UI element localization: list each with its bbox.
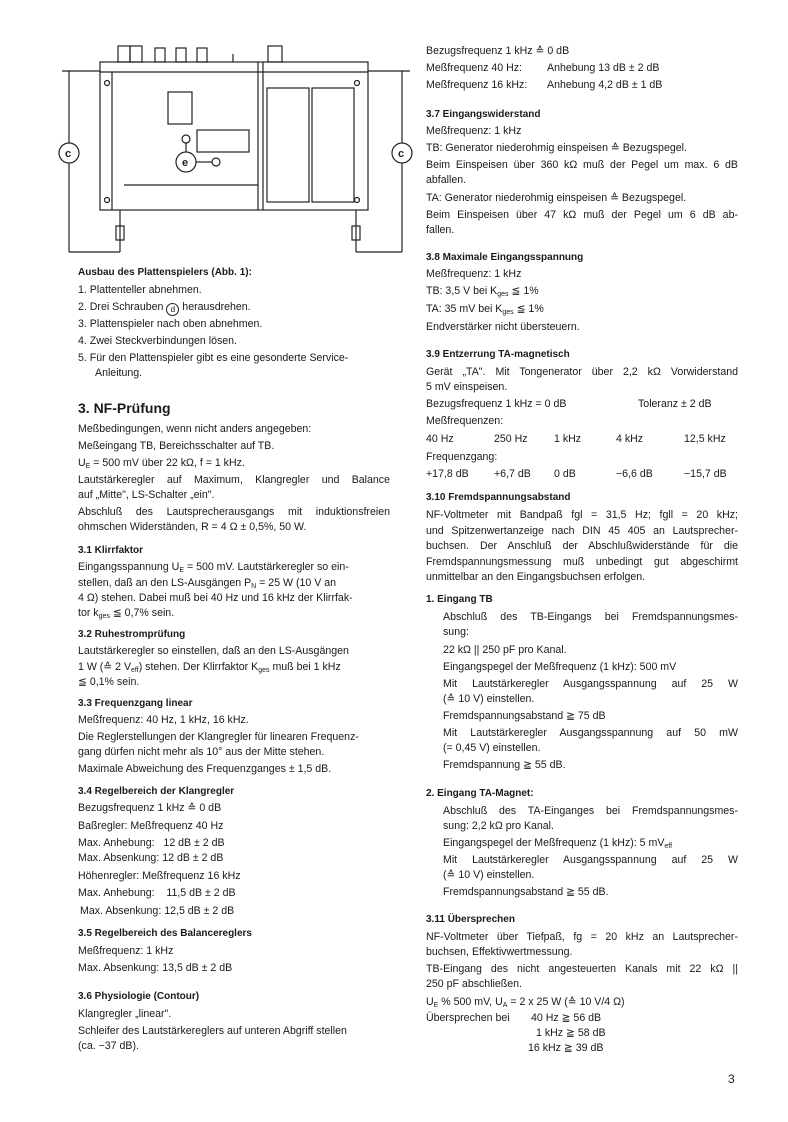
tb-title: 1. Eingang TB: [426, 594, 493, 605]
s33-line-1: Meßfrequenz: 40 Hz, 1 kHz, 16 kHz.: [78, 714, 249, 726]
s310-line-3: buchsen. Der Anschluß der Abschlußwiderstände für die: [426, 540, 738, 552]
s31-b: = 500 mV. Lautstärkeregler so ein-: [186, 561, 349, 573]
e-label: e: [182, 157, 189, 169]
xtalk-40: 40 Hz ≧ 56 dB: [531, 1012, 602, 1024]
xtalk-1k: 1 kHz ≧ 58 dB: [536, 1027, 606, 1039]
s35-line-2: Max. Absenkung: 13,5 dB ± 2 dB: [78, 962, 233, 974]
ta-line-2: sung: 2,2 kΩ pro Kanal.: [443, 820, 554, 832]
top-line-1: Bezugsfrequenz 1 kHz ≙ 0 dB: [426, 45, 570, 57]
s310-title: 3.10 Fremdspannungsabstand: [426, 492, 571, 503]
s39-line-2: 5 mV einspeisen.: [426, 381, 508, 393]
s33-line-3: gang dürfen nicht mehr als 10° aus der Mitte stehen.: [78, 746, 325, 758]
section-title: 3. NF-Prüfung: [78, 400, 171, 416]
s39-line-4: Meßfrequenzen:: [426, 415, 504, 427]
s310-line-4: Fremdspannungsmessung muß unbedingt gut abgeschirmt: [426, 556, 738, 568]
s311-a: % 500 mV, U: [441, 996, 503, 1008]
s32-line-3: ≦ 0,1% sein.: [78, 676, 140, 688]
s310-line-1: NF-Voltmeter mit Bandpaß fgl = 31,5 Hz; fgll = 20 kHz;: [426, 509, 738, 521]
ta-line-5: (≙ 10 V) einstellen.: [443, 869, 535, 881]
sub-e3: E: [433, 1002, 439, 1009]
s34-title: 3.4 Regelbereich der Klangregler: [78, 786, 235, 797]
intro-2: $U_E = 500$ mV über 22 kΩ, f = 1 kHz.: [78, 457, 245, 470]
s38-b: ≦ 1%: [511, 285, 539, 297]
c-right-label: c: [398, 148, 405, 160]
s32-a: 1 W (≙ 2 V: [78, 661, 132, 673]
s39-title: 3.9 Entzerrung TA-magnetisch: [426, 349, 570, 360]
s31-line-4: [78, 606, 174, 624]
step-3: 3. Plattenspieler nach oben abnehmen.: [78, 318, 263, 330]
s311-line-6: Übersprechen bei: [426, 1012, 510, 1024]
s38-c: TA: 35 mV bei K: [426, 303, 503, 315]
step-1: 1. Plattenteller abnehmen.: [78, 284, 202, 296]
s38-line-4: Endverstärker nicht übersteuern.: [426, 321, 580, 333]
s34-line-6: [78, 886, 236, 900]
gain-2: 0 dB: [554, 468, 576, 480]
gain-3: −6,6 dB: [616, 468, 653, 480]
s37-line-5: TA: Generator niederohmig einspeisen ≙ Bezugspegel.: [426, 192, 687, 204]
ta-line-4: Mit Lautstärkeregler Ausgangsspannung auf 25 W: [443, 854, 738, 866]
tb-line-6: (≙ 10 V) einstellen.: [443, 693, 535, 705]
ta-line-6: Fremdspannungsabstand ≧ 55 dB.: [443, 886, 609, 898]
s34-line-1: Bezugsfrequenz 1 kHz ≙ 0 dB: [78, 802, 222, 814]
s38-line-1: Meßfrequenz: 1 kHz: [426, 268, 522, 280]
intro-0: Meßbedingungen, wenn nicht anders angegeben:: [78, 423, 312, 435]
s36-title: 3.6 Physiologie (Contour): [78, 991, 200, 1002]
s311-line-2: buchsen, Effektivwertmessung.: [426, 946, 573, 958]
s31-e: tor k: [78, 607, 99, 619]
s36-line-2: Schleifer des Lautstärkereglers auf unteren Abgriff stellen: [78, 1025, 347, 1037]
gain-1: +6,7 dB: [494, 468, 531, 480]
s34-a: Max. Anhebung:: [78, 837, 155, 849]
s31-f: ≦ 0,7% sein.: [112, 607, 175, 619]
sub-n: N: [251, 583, 257, 590]
top-line-2b: Anhebung 13 dB ± 2 dB: [547, 62, 660, 74]
s34-line-5: Höhenregler: Meßfrequenz 16 kHz: [78, 870, 241, 882]
s37-line-6: Beim Einspeisen über 47 kΩ muß der Pegel um 6 dB ab-: [426, 209, 738, 221]
top-line-2: Meßfrequenz 40 Hz:: [426, 62, 522, 74]
freq-0: 40 Hz: [426, 433, 454, 445]
s31-title: 3.1 Klirrfaktor: [78, 545, 144, 556]
tb-line-9: (= 0,45 V) einstellen.: [443, 742, 541, 754]
tb-line-10: Fremdspannung ≧ 55 dB.: [443, 759, 566, 771]
intro-1: Meßeingang TB, Bereichsschalter auf TB.: [78, 440, 275, 452]
s34-b: 12 dB ± 2 dB: [163, 837, 225, 849]
tb-line-7: Fremdspannungsabstand ≧ 75 dB: [443, 710, 606, 722]
tb-line-4: Eingangspegel der Meßfrequenz (1 kHz): 500 mV: [443, 661, 677, 673]
s31-line-3: 4 Ω) stehen. Dabei muß bei 40 Hz und 16 kHz der Klirrfak-: [78, 592, 353, 604]
intro-6: ohmschen Widerständen, R = 4 Ω ± 0,5%, 50 W.: [78, 521, 307, 533]
ta-line-3: [443, 836, 672, 854]
s36-line-1: Klangregler „linear".: [78, 1008, 172, 1020]
freq-2: 1 kHz: [554, 433, 582, 445]
step-2-b: herausdrehen.: [182, 301, 251, 313]
s34-line-4: Max. Absenkung: 12 dB ± 2 dB: [78, 852, 224, 864]
d-circle-icon: d: [166, 303, 179, 316]
step-2: [78, 300, 251, 316]
ta-line-1: Abschluß des TA-Einganges bei Fremdspannungsmes-: [443, 805, 738, 817]
s34-line-3: [78, 836, 225, 850]
s37-line-1: Meßfrequenz: 1 kHz: [426, 125, 522, 137]
s32-c: muß bei 1 kHz: [272, 661, 341, 673]
s39-line-3: Bezugsfrequenz 1 kHz = 0 dB: [426, 398, 567, 410]
intro-5: Abschluß des Lautsprecherausgangs mit induktionsfreien: [78, 506, 390, 518]
s31-d: = 25 W (10 V an: [259, 577, 337, 589]
ta-title: 2. Eingang TA-Magnet:: [426, 788, 534, 799]
s38-a: TB: 3,5 V bei K: [426, 285, 498, 297]
s38-title: 3.8 Maximale Eingangsspannung: [426, 252, 584, 263]
freq-4: 12,5 kHz: [684, 433, 726, 445]
page-number: 3: [728, 1072, 735, 1086]
intro-2-text: 500 mV über 22 kΩ, f = 1 kHz.: [102, 457, 245, 469]
turntable-diagram: [0, 0, 788, 270]
s32-b: ) stehen. Der Klirrfaktor K: [138, 661, 259, 673]
step-5-cont: Anleitung.: [95, 367, 143, 379]
s31-a: Eingangsspannung U: [78, 561, 180, 573]
sub-ges2: ges: [258, 667, 270, 674]
tb-line-1: Abschluß des TB-Eingangs bei Fremdspannungsmes-: [443, 611, 738, 623]
gain-4: −15,7 dB: [684, 468, 727, 480]
s37-title: 3.7 Eingangswiderstand: [426, 109, 541, 120]
s311-b: = 2 x 25 W (≙ 10 V/4 Ω): [510, 996, 625, 1008]
s39-tolerance: Toleranz ± 2 dB: [638, 398, 712, 410]
s33-title: 3.3 Frequenzgang linear: [78, 698, 193, 709]
tb-line-2: sung:: [443, 626, 469, 638]
freq-1: 250 Hz: [494, 433, 528, 445]
s311-line-5: $U_E$ % 500 mV, $U_A = 2$ x 25 W (≙ 10 V/4 Ω): [426, 996, 625, 1009]
sub-eff: eff: [131, 667, 139, 674]
s310-line-5: unmittelbar an den Eingangsbuchsen erfolgen.: [426, 571, 646, 583]
s36-line-3: (ca. −37 dB).: [78, 1040, 139, 1052]
s38-line-2: [426, 284, 539, 302]
s39-line-1: Gerät „TA". Mit Tongenerator über 2,2 kΩ Vorwiderstand: [426, 366, 738, 378]
s310-line-2: und Spitzenwertanzeige nach DIN 45 405 an Lautsprecher-: [426, 525, 738, 537]
step-4: 4. Zwei Steckverbindungen lösen.: [78, 335, 237, 347]
sub-ges4: ges: [502, 309, 514, 316]
xtalk-16k: 16 kHz ≧ 39 dB: [528, 1042, 604, 1054]
sub-ges3: ges: [497, 291, 509, 298]
s311-line-4: 250 pF abschließen.: [426, 978, 522, 990]
gain-0: +17,8 dB: [426, 468, 469, 480]
s31-c: stellen, daß an den LS-Ausgängen P: [78, 577, 252, 589]
sub-e2: E: [179, 567, 184, 574]
top-line-3b: Anhebung 4,2 dB ± 1 dB: [547, 79, 663, 91]
s311-line-1: NF-Voltmeter über Tiefpaß, fg = 20 kHz an Lautsprecher-: [426, 931, 738, 943]
tb-line-8: Mit Lautstärkeregler Ausgangsspannung auf 50 mW: [443, 727, 738, 739]
s39-line-5: Frequenzgang:: [426, 451, 498, 463]
s32-line-1: Lautstärkeregler so einstellen, daß an den LS-Ausgängen: [78, 645, 349, 657]
sub-a: A: [502, 1002, 508, 1009]
s33-line-4: Maximale Abweichung des Frequenzganges ± 1,5 dB.: [78, 763, 332, 775]
s38-line-3: [426, 302, 544, 320]
s34-line-7: Max. Absenkung: 12,5 dB ± 2 dB: [80, 905, 235, 917]
s38-d: ≦ 1%: [516, 303, 544, 315]
ausbau-title: Ausbau des Plattenspielers (Abb. 1):: [78, 267, 252, 278]
ta-a: Eingangspegel der Meßfrequenz (1 kHz): 5 mV: [443, 837, 665, 849]
s32-title: 3.2 Ruhestromprüfung: [78, 629, 186, 640]
intro-3: Lautstärkeregler auf Maximum, Klangregler und Balance: [78, 474, 390, 486]
step-2-a: 2. Drei Schrauben: [78, 301, 164, 313]
s311-title: 3.11 Übersprechen: [426, 914, 515, 925]
intro-4: auf „Mitte", LS-Schalter „ein".: [78, 489, 215, 501]
tb-line-3: 22 kΩ || 250 pF pro Kanal.: [443, 644, 567, 656]
s311-line-3: TB-Eingang des nicht angesteuerten Kanals mit 22 kΩ ||: [426, 963, 738, 975]
s37-line-7: fallen.: [426, 224, 455, 236]
s37-line-4: abfallen.: [426, 174, 467, 186]
s35-title: 3.5 Regelbereich des Balancereglers: [78, 928, 252, 939]
s34-line-2: Baßregler: Meßfrequenz 40 Hz: [78, 820, 224, 832]
freq-3: 4 kHz: [616, 433, 644, 445]
s34-d: 11,5 dB ± 2 dB: [166, 887, 236, 899]
sub-ges: ges: [98, 613, 110, 620]
tb-line-5: Mit Lautstärkeregler Ausgangsspannung auf 25 W: [443, 678, 738, 690]
s35-line-1: Meßfrequenz: 1 kHz: [78, 945, 174, 957]
step-5: 5. Für den Plattenspieler gibt es eine gesonderte Service-: [78, 352, 349, 364]
sub-e: E: [85, 463, 91, 470]
top-line-3: Meßfrequenz 16 kHz:: [426, 79, 528, 91]
s33-line-2: Die Reglerstellungen der Klangregler für linearen Frequenz-: [78, 731, 359, 743]
s34-c: Max. Anhebung:: [78, 887, 155, 899]
s37-line-3: Beim Einspeisen über 360 kΩ muß der Pegel um max. 6 dB: [426, 159, 738, 171]
c-left-label: c: [65, 148, 72, 160]
sub-eff2: eff: [664, 843, 673, 850]
s37-line-2: TB: Generator niederohmig einspeisen ≙ Bezugspegel.: [426, 142, 687, 154]
